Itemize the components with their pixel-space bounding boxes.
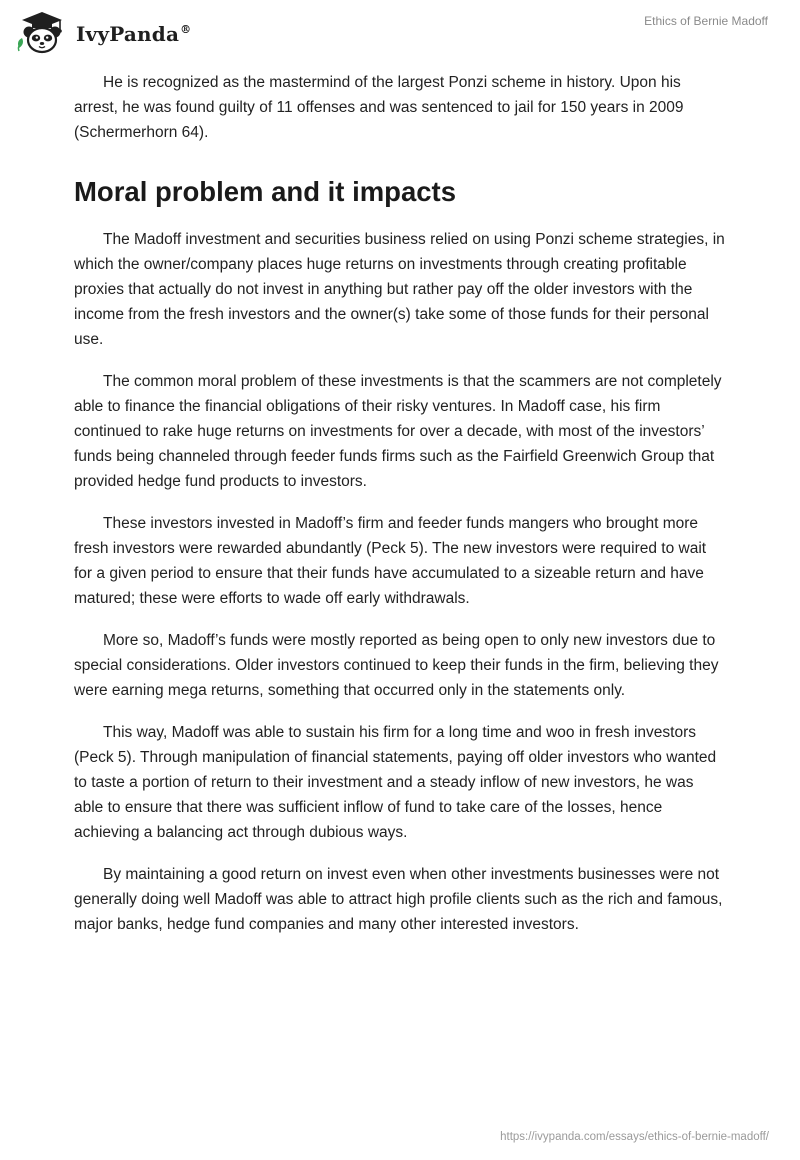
- brand-name: [76, 22, 191, 46]
- body-paragraph: This way, Madoff was able to sustain his firm for a long time and woo in fresh investors (Peck 5). Through manipulation of financial statements, paying off older investors who wanted to taste a portion of return to their investment and a steady inflow of new investors, he was able to ensure that there was sufficient inflow of fund to take care of the losses, hence achieving a balancing act through dubious ways.: [74, 724, 717, 841]
- essay-content: [74, 70, 726, 954]
- body-paragraph: The Madoff investment and securities business relied on using Ponzi scheme strategies, in which the owner/company places huge returns on investments through creating profitable proxies that actually do not invest in anything but rather pay off the older investors with the income from the fresh investors and the owner(s) take some of those funds for their personal use.: [74, 231, 725, 348]
- body-paragraph: By maintaining a good return on invest even when other investments businesses were not generally doing well Madoff was able to attract high profile clients such as the rich and famous, major banks, hedge fund companies and many other interested investors.: [74, 866, 723, 933]
- body-paragraph: The common moral problem of these investments is that the scammers are not completely able to finance the financial obligations of their risky ventures. In Madoff case, his firm continued to rake huge returns on investments for over a decade, with most of the investors’ funds being channeled through feeder funds firms such as the Fairfield Greenwich Group that provided hedge fund products to investors.: [74, 373, 722, 490]
- panda-graduate-icon: [14, 10, 70, 56]
- body-paragraph: More so, Madoff’s funds were mostly reported as being open to only new investors due to special considerations. Older investors continued to keep their funds in the firm, believing they were earning mega returns, something that occurred only in the statements only.: [74, 632, 719, 699]
- section-heading: Moral problem and it impacts: [74, 176, 457, 207]
- registered-mark: ®: [180, 23, 192, 37]
- document-title: Ethics of Bernie Madoff: [644, 14, 768, 28]
- intro-paragraph: He is recognized as the mastermind of the largest Ponzi scheme in history. Upon his arrest, he was found guilty of 11 offenses and was sentenced to jail for 150 years in 2009 (Schermerhorn 64).: [74, 74, 684, 141]
- source-url-link[interactable]: https://ivypanda.com/essays/ethics-of-bernie-madoff/: [500, 1131, 769, 1143]
- brand-name-text: IvyPanda: [76, 22, 180, 46]
- ivypanda-logo[interactable]: [14, 10, 191, 56]
- body-paragraph: These investors invested in Madoff’s firm and feeder funds mangers who brought more fresh investors were rewarded abundantly (Peck 5). The new investors were required to wait for a given period to ensure that their funds have accumulated to a sizeable return and have matured; these were efforts to wade off early withdrawals.: [74, 515, 707, 607]
- page-header: [0, 0, 800, 70]
